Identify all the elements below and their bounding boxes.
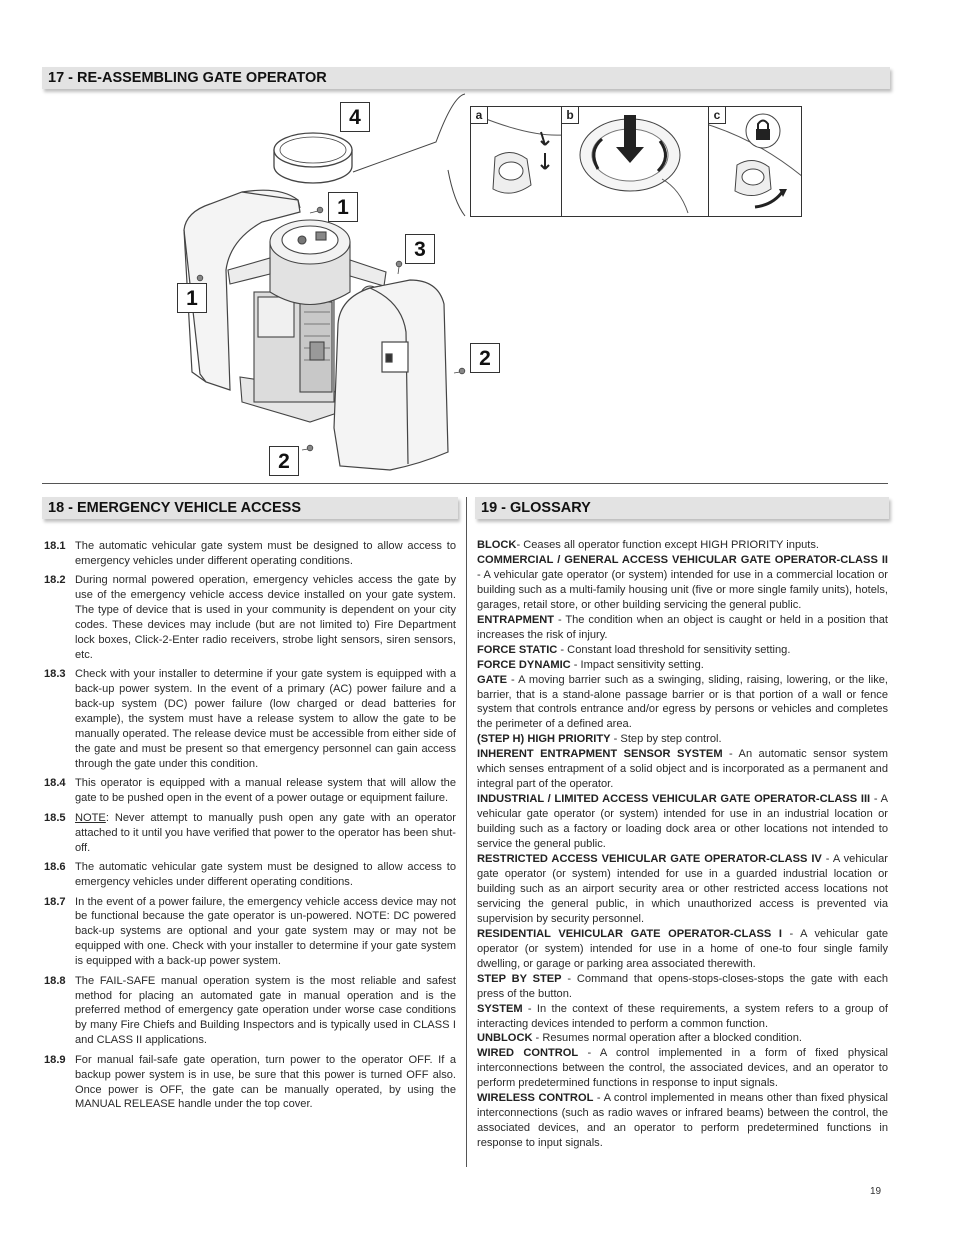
list-item: 18.1 The automatic vehicular gate system must be designed to allow access to emergency vehicles under different operating conditions.	[44, 540, 456, 567]
operator-base	[240, 292, 340, 422]
callout-4: 4	[340, 102, 370, 132]
section-17-heading: 17 - RE-ASSEMBLING GATE OPERATOR	[42, 67, 890, 89]
detail-panel-b	[561, 106, 709, 217]
glossary-entry: GATE - A moving barrier such as a swinging, sliding, raising, lowering, or the like, barrier, that is a stand-alone passage barrier or is that portion of a wall or fence system that controls entrance and/or egress by persons or vehicles and completes the perimeter of a defined area.	[477, 673, 888, 731]
glossary-entry: (STEP H) HIGH PRIORITY - Step by step control.	[477, 733, 722, 746]
section-18-heading: 18 - EMERGENCY VEHICLE ACCESS	[42, 497, 458, 519]
glossary-entry: SYSTEM - In the context of these requirements, a system refers to a group of interacting devices intended to perform a common function.	[477, 1002, 888, 1030]
detail-panel-c	[708, 106, 802, 217]
callout-2-right: 2	[470, 343, 500, 373]
right-side-panel	[334, 280, 448, 470]
glossary-entry: WIRED CONTROL - A control implemented in a form of fixed physical interconnections between the control, the associated devices, and an operator to perform predetermined functions in response to input signals.	[477, 1047, 889, 1090]
glossary-entry: WIRELESS CONTROL - A control implemented in means other than fixed physical interconnections (such as radio waves or infrared beams) between the control, the associated devices, and an operator to perform predetermined functions in response to input signals.	[477, 1092, 888, 1150]
list-item: 18.9 For manual fail-safe gate operation, turn power to the operator OFF. If a backup power system is in use, be sure that this power is turned OFF also. Once power is OFF, the gate can be manually operated, by using the MANUAL RELEASE handle under the top cover.	[44, 1053, 456, 1111]
glossary-entry: INHERENT ENTRAPMENT SENSOR SYSTEM - An automatic sensor system which senses entrapment of a solid object and is incorporated as a permanent and integral part of the operator.	[477, 748, 888, 791]
panel-label-a: a	[471, 107, 488, 124]
callout-1-top: 1	[328, 192, 358, 222]
panel-label-c: c	[709, 107, 726, 124]
cover-rotation-drawing	[562, 107, 709, 217]
reassembly-illustration	[170, 92, 810, 480]
list-item: 18.6 The automatic vehicular gate system must be designed to allow access to emergency vehicles under different operating conditions.	[44, 861, 456, 888]
top-cover-lid	[274, 133, 352, 183]
list-item: 18.4 This operator is equipped with a manual release system that will allow the gate to be pushed open in the event of a power outage or equipment failure.	[44, 777, 456, 805]
emergency-access-list	[44, 539, 456, 1117]
callout-2-bottom: 2	[269, 446, 299, 476]
glossary-entry: FORCE DYNAMIC - Impact sensitivity setting.	[477, 658, 704, 671]
note-label: NOTE	[75, 811, 106, 824]
glossary-entry: COMMERCIAL / GENERAL ACCESS VEHICULAR GATE OPERATOR-CLASS II - A vehicular gate operator (or system) intended for use in a commercial location or building such as a multi-family housing unit (five or more single family units), hotels, garages, retail store, or other building servicing the general public.	[477, 553, 888, 611]
horizontal-divider	[42, 483, 888, 484]
section-19-heading: 19 - GLOSSARY	[475, 497, 889, 519]
glossary-entry: INDUSTRIAL / LIMITED ACCESS VEHICULAR GATE OPERATOR-CLASS III - A vehicular gate operator (or system) intended for use in an industrial location or building such as a factory or loading dock area or other locations not intended to service the general public.	[477, 793, 888, 851]
callout-3: 3	[405, 234, 435, 264]
page-number: 19	[870, 1186, 882, 1197]
detail-panel-a	[470, 106, 562, 217]
glossary-entry: FORCE STATIC - Constant load threshold for sensitivity setting.	[477, 643, 791, 656]
glossary-entry: BLOCK- Ceases all operator function except HIGH PRIORITY inputs.	[477, 539, 819, 551]
column-divider	[466, 497, 467, 1167]
glossary-entry: ENTRAPMENT - The condition when an object is caught or held in a position that increases the risk of injury.	[477, 613, 888, 641]
list-item: 18.3 Check with your installer to determine if your gate system is equipped with a back-up power system. In the event of a primary (AC) power failure and a back-up system (DC) power failure (low charged or dead batteries for example), the system must have a release system to allow the gate to be manually operated. The release device must be accessible from either side of the gate and must be present so that emergency personnel can gain access through the gate under this condition.	[44, 668, 456, 770]
glossary-entry: RESIDENTIAL VEHICULAR GATE OPERATOR-CLASS I - A vehicular gate operator (or system) intended for use in a home of one-to four single family dwelling, or garage or parking area associated therewith.	[477, 927, 888, 970]
glossary-entry: UNBLOCK - Resumes normal operation after a blocked condition.	[477, 1032, 802, 1045]
panel-label-b: b	[562, 107, 579, 124]
list-item: 18.7 In the event of a power failure, the emergency vehicle access device may not be functional because the gate operator is un-powered. NOTE: DC powered back-up systems are optional and your gate system may or may not be equipped with one. Check with your installer to determine if your gate system is equipped with a back-up power system.	[44, 895, 456, 968]
glossary-entry: RESTRICTED ACCESS VEHICULAR GATE OPERATOR-CLASS IV - A vehicular gate operator (or system) intended for use in a guarded industrial location or building such as an airport security area or other restricted access locations not servicing the general public, in which unauthorized access is prevented via supervision by security personnel.	[477, 853, 888, 925]
callout-1-left: 1	[177, 283, 207, 313]
list-item: 18.8 The FAIL-SAFE manual operation system is the most reliable and safest method for placing an automated gate in manual operation and is the preferred method of emergency gate operation under worse case conditions by many Fire Chiefs and Building Inspectors and is typically used in CLASS I and CLASS II applications.	[44, 974, 456, 1047]
list-item: 18.5 NOTE: Never attempt to manually push open any gate with an operator attached to it until you have verified that power to the operator has been shut-off.	[44, 811, 456, 854]
glossary-list	[477, 538, 888, 1151]
glossary-entry: STEP BY STEP - Command that opens-stops-closes-stops the gate with each press of the button.	[477, 972, 888, 1000]
list-item: 18.2 During normal powered operation, emergency vehicles access the gate by use of the emergency vehicle access device installed on your gate system. The type of device that is used in your community is dependent on your city codes. These devices may include (but are not limited to) Fire Department lock boxes, Click-2-Enter radio receivers, strobe light sensors, siren sensors, etc.	[44, 574, 456, 661]
